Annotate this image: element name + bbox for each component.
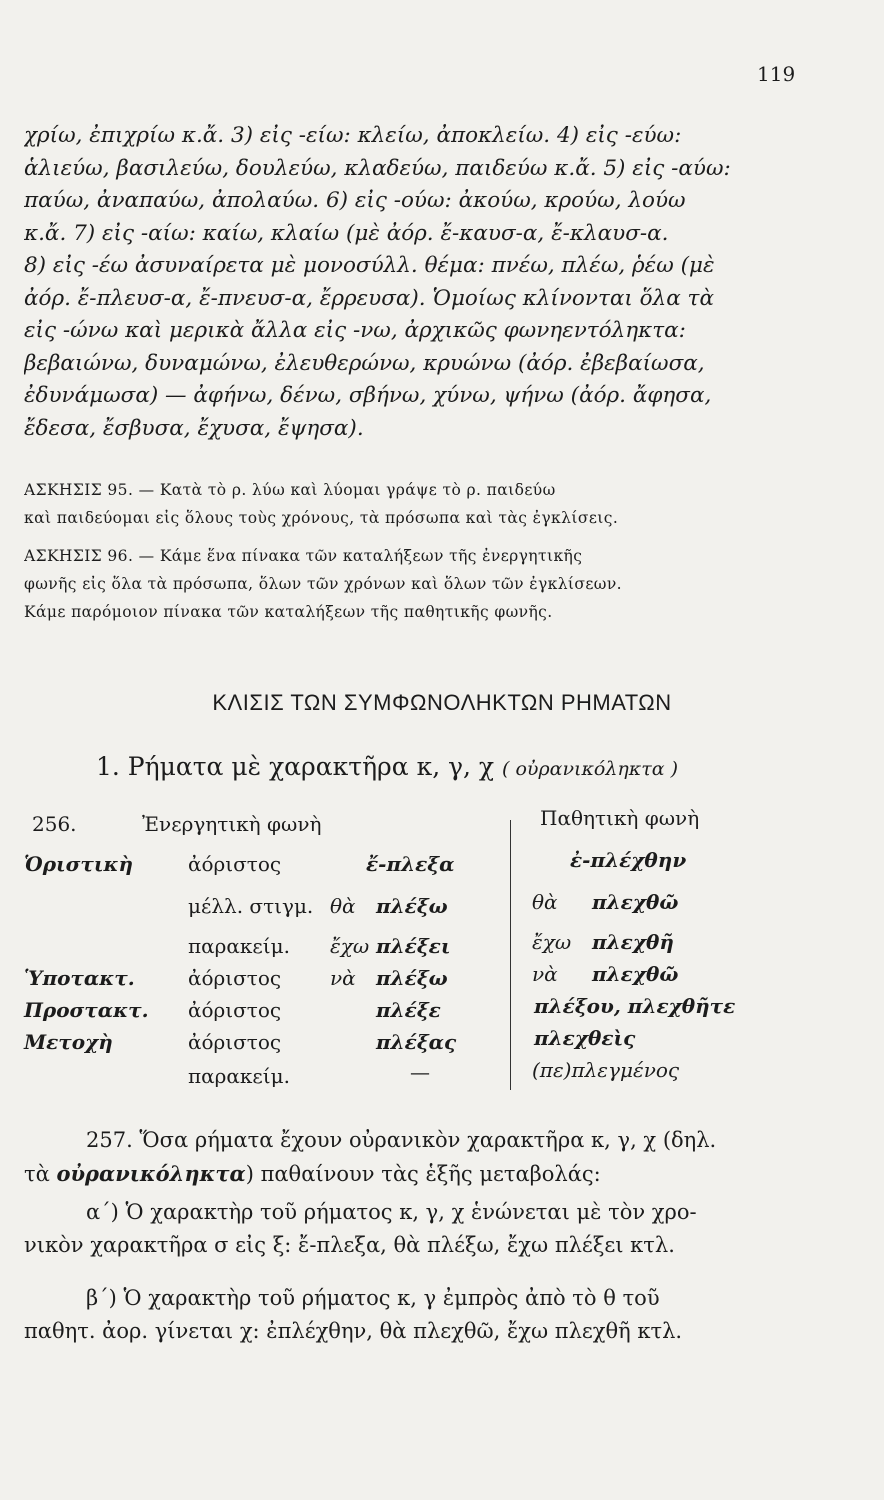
active-form-empty: — [410,1060,430,1084]
passive-form: (πε)πλεγμένος [532,1058,680,1082]
mood-label: Ὁριστικὴ [24,852,134,876]
text-line: ἔδεσα, ἔσβυσα, ἔχυσα, ἔψησα). [24,415,364,441]
text-line: β΄) Ὁ χαρακτὴρ τοῦ ρήματος κ, γ ἐμπρὸς ἀπὸ τὸ θ τοῦ [86,1286,660,1310]
passive-form: πλεχθῶ [592,962,679,986]
tense-label: μέλλ. στιγμ. [188,894,314,918]
mood-label: Ὑποτακτ. [24,966,135,990]
exercise-line: φωνῆς εἰς ὅλα τὰ πρόσωπα, ὅλων τῶν χρόνων καὶ ὅλων τῶν ἐγκλίσεων. [24,575,622,593]
column-divider [510,820,511,1090]
text-line: νικὸν χαρακτῆρα σ εἰς ξ: ἔ-πλεξα, θὰ πλέξω, ἔχω πλέξει κτλ. [24,1233,675,1257]
text-fragment: τὰ [24,1162,57,1186]
mood-label: Μετοχὴ [24,1030,113,1054]
tense-label: ἀόριστος [188,1030,282,1054]
text-line: παύω, ἀναπαύω, ἀπολαύω. 6) εἰς -ούω: ἀκούω, κρούω, λούω [24,188,686,213]
passive-aux: θὰ [532,890,558,914]
exercise-line: ΑΣΚΗΣΙΣ 96. — Κάμε ἕνα πίνακα τῶν καταλήξεων τῆς ἐνεργητικῆς [24,547,583,565]
subtitle-paren: ( οὐρανικόληκτα ) [502,758,679,780]
active-aux: ἔχω [330,934,370,958]
table-number: 256. [32,812,77,836]
tense-label: παρακείμ. [188,934,290,958]
text-line: παθητ. ἀορ. γίνεται χ: ἐπλέχθην, θὰ πλεχθῶ, ἔχω πλεχθῆ κτλ. [24,1319,683,1343]
exercise-line: ΑΣΚΗΣΙΣ 95. — Κατὰ τὸ ρ. λύω καὶ λύομαι γράψε τὸ ρ. παιδεύω [24,481,556,499]
active-aux: νὰ [330,966,356,990]
text-line: χρίω, ἐπιχρίω κ.ἄ. 3) εἰς -είω: κλείω, ἀποκλείω. 4) εἰς -εύω: [24,123,682,148]
text-line [24,1157,804,1191]
text-line: α΄) Ὁ χαρακτὴρ τοῦ ρήματος κ, γ, χ ἑνώνεται μὲ τὸν χρο- [86,1200,697,1224]
section-title: ΚΛΙΣΙΣ ΤΩΝ ΣΥΜΦΩΝΟΛΗΚΤΩΝ ΡΗΜΑΤΩΝ [212,690,672,715]
active-form: πλέξω [376,966,448,990]
passive-aux: ἔχω [532,930,572,954]
text-line: 257. Ὅσα ρήματα ἔχουν οὐρανικὸν χαρακτῆρα κ, γ, χ (δηλ. [86,1128,717,1152]
active-form: πλέξω [376,894,448,918]
tense-label: ἀόριστος [188,966,282,990]
rule-beta [24,1282,804,1348]
passive-form: πλεχθεὶς [534,1026,636,1050]
active-form: πλέξει [376,934,451,958]
passive-form: πλεχθῶ [592,890,679,914]
text-line: ἀόρ. ἔ-πλευσ-α, ἔ-πνευσ-α, ἔρρευσα). Ὁμοίως κλίνονται ὅλα τὰ [24,285,714,311]
intro-paragraph [24,120,796,445]
tense-label: ἀόριστος [188,998,282,1022]
active-header: Ἐνεργητικὴ φωνὴ [142,812,322,836]
page-number: 119 [757,62,796,86]
tense-label: παρακείμ. [188,1064,290,1088]
passive-form: πλέξου, πλεχθῆτε [534,994,736,1018]
text-fragment: ) παθαίνουν τὰς ἑξῆς μεταβολάς: [245,1162,601,1186]
text-line: ἁλιεύω, βασιλεύω, δουλεύω, κλαδεύω, παιδεύω κ.ἄ. 5) εἰς -αύω: [24,155,731,181]
text-line: κ.ἄ. 7) εἰς -αίω: καίω, κλαίω (μὲ ἀόρ. ἔ-καυσ-α, ἔ-κλαυσ-α. [24,220,669,246]
rule-alpha [24,1196,804,1262]
passive-header: Παθητικὴ φωνὴ [540,806,700,830]
paragraph-257 [24,1124,804,1191]
text-line: βεβαιώνω, δυναμώνω, ἐλευθερώνω, κρυώνω (ἀόρ. ἐβεβαίωσα, [24,350,705,376]
subtitle [96,752,678,781]
exercise-95 [24,476,814,532]
mood-label: Προστακτ. [24,998,149,1022]
passive-aux: νὰ [532,962,558,986]
passive-form: πλεχθῆ [592,930,674,954]
text-line: εἰς -ώνω καὶ μερικὰ ἄλλα εἰς -νω, ἀρχικῶς φωνηεντόληκτα: [24,318,686,343]
active-aux: θὰ [330,894,356,918]
exercise-line: καὶ παιδεύομαι εἰς ὅλους τοὺς χρόνους, τὰ πρόσωπα καὶ τὰς ἐγκλίσεις. [24,509,619,527]
subtitle-text: 1. Ρήματα μὲ χαρακτῆρα κ, γ, χ [96,752,495,781]
active-form: ἔ-πλεξα [366,852,455,876]
conjugation-table [24,806,824,1112]
active-form: πλέξε [376,998,441,1022]
exercise-line: Κάμε παρόμοιον πίνακα τῶν καταλήξεων τῆς παθητικῆς φωνῆς. [24,603,553,621]
tense-label: ἀόριστος [188,852,282,876]
passive-form: ἐ-πλέχθην [570,848,687,872]
active-form: πλέξας [376,1030,457,1054]
text-line: 8) εἰς -έω ἀσυναίρετα μὲ μονοσύλλ. θέμα: πνέω, πλέω, ῥέω (μὲ [24,253,715,278]
emphasis-term: οὐρανικόληκτα [56,1161,246,1186]
text-line: ἐδυνάμωσα) — ἀφήνω, δένω, σβήνω, χύνω, ψήνω (ἀόρ. ἄφησα, [24,383,712,408]
exercise-96 [24,542,814,626]
